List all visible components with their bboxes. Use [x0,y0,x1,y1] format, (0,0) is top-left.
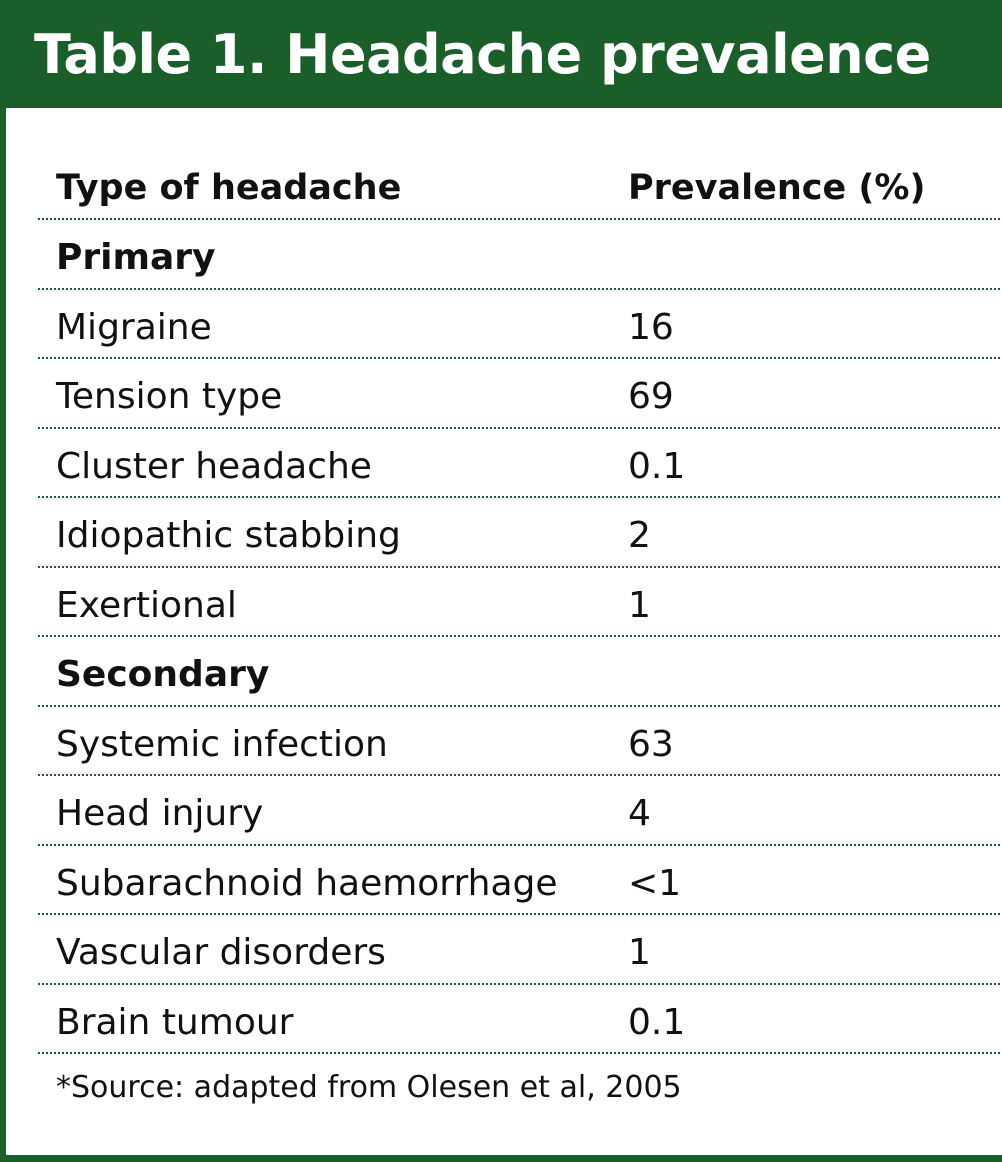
headache-type-cell: Exertional [56,584,237,626]
prevalence-cell: 63 [628,723,674,765]
table-row [38,359,1002,429]
prevalence-cell: <1 [628,862,682,904]
table-row [38,985,1002,1055]
table-row [38,776,1002,846]
prevalence-table [38,150,1002,1054]
table-row [38,846,1002,916]
headache-type-cell: Head injury [56,793,264,834]
headache-type-cell: Cluster headache [56,445,372,487]
headache-type-cell: Subarachnoid haemorrhage [56,862,558,904]
table-row [38,568,1002,638]
headache-type-cell: Brain tumour [56,1001,294,1043]
table-row [38,290,1002,360]
table-title: Table 1. Headache prevalence [34,23,931,86]
prevalence-cell: 4 [628,793,651,834]
prevalence-cell: 16 [628,306,674,348]
headache-type-cell: Tension type [56,376,283,417]
table-header-row [38,150,1002,220]
prevalence-cell: 2 [628,515,651,556]
prevalence-cell: 0.1 [628,1001,686,1043]
section-label: Secondary [56,654,270,695]
prevalence-cell: 1 [628,932,651,973]
table-row [38,915,1002,985]
section-row-secondary [38,637,1002,707]
headache-type-cell: Vascular disorders [56,932,386,973]
table-row [38,498,1002,568]
prevalence-cell: 69 [628,376,674,417]
headache-type-cell: Migraine [56,306,212,348]
headache-type-cell: Idiopathic stabbing [56,515,401,556]
section-label: Primary [56,237,216,278]
title-bar [6,0,1002,108]
section-row-primary [38,220,1002,290]
headache-type-cell: Systemic infection [56,723,388,765]
prevalence-cell: 1 [628,584,651,626]
table-row [38,429,1002,499]
header-type-of-headache: Type of headache [56,168,402,208]
header-prevalence: Prevalence (%) [628,168,926,208]
prevalence-cell: 0.1 [628,445,686,487]
source-footnote: *Source: adapted from Olesen et al, 2005 [56,1070,682,1105]
table-row [38,707,1002,777]
